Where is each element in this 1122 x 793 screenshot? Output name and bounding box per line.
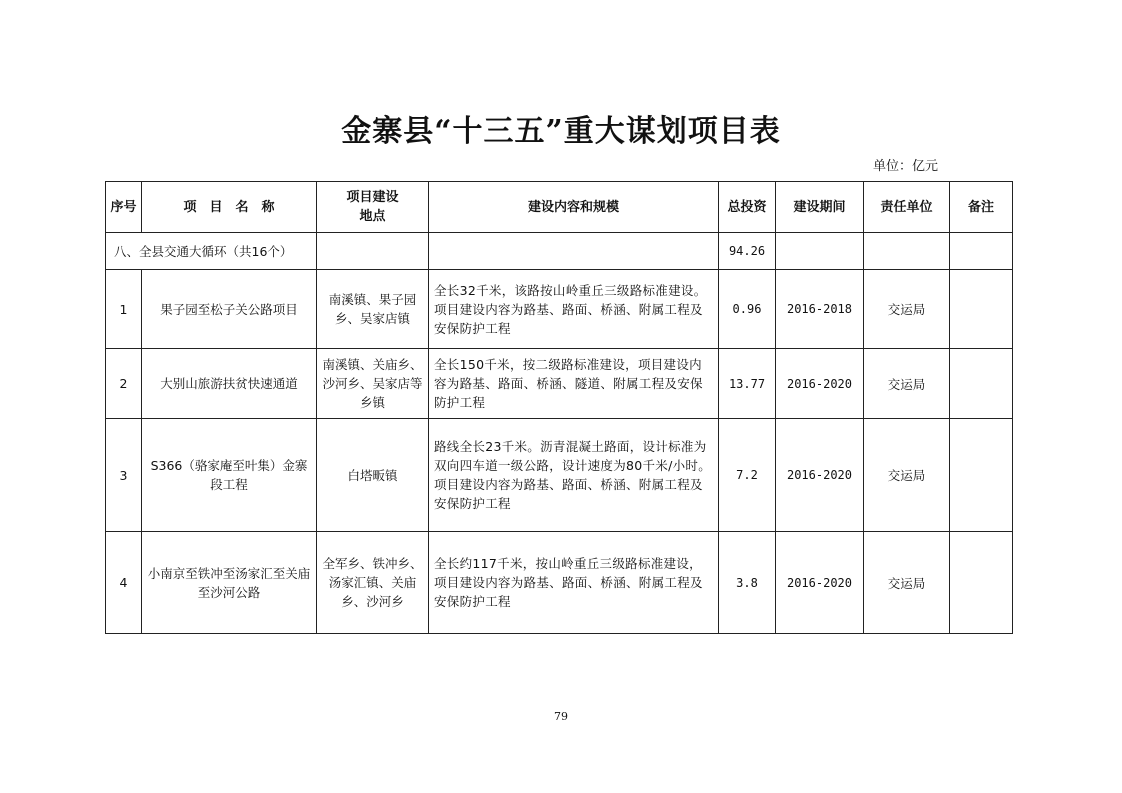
row-location: 白塔畈镇 xyxy=(317,419,429,532)
row-content: 路线全长23千米。沥青混凝土路面，设计标准为双向四车道一级公路，设计速度为80千米/小时。项目建设内容为路基、路面、桥涵、附属工程及安保防护工程 xyxy=(429,419,719,532)
row-content: 全长32千米，该路按山岭重丘三级路标准建设。项目建设内容为路基、路面、桥涵、附属工程及安保防护工程 xyxy=(429,270,719,349)
row-remarks xyxy=(950,419,1013,532)
header-seq: 序号 xyxy=(106,182,142,233)
table-row xyxy=(106,270,1013,349)
row-seq: 2 xyxy=(106,349,142,419)
row-investment: 13.77 xyxy=(719,349,776,419)
table-row xyxy=(106,349,1013,419)
row-content: 全长约117千米，按山岭重丘三级路标准建设，项目建设内容为路基、路面、桥涵、附属工程及安保防护工程 xyxy=(429,532,719,634)
table-row xyxy=(106,419,1013,532)
header-location-line2: 地点 xyxy=(359,209,386,224)
row-unit: 交运局 xyxy=(864,532,950,634)
header-period: 建设期间 xyxy=(776,182,864,233)
row-period: 2016-2018 xyxy=(776,270,864,349)
section-row xyxy=(106,233,1013,270)
row-name: 果子园至松子关公路项目 xyxy=(142,270,317,349)
projects-table xyxy=(105,181,1013,634)
row-remarks xyxy=(950,532,1013,634)
section-empty-location xyxy=(317,233,429,270)
header-location-line1: 项目建设 xyxy=(346,190,399,205)
header-unit: 责任单位 xyxy=(864,182,950,233)
row-remarks xyxy=(950,349,1013,419)
row-location: 全军乡、铁冲乡、汤家汇镇、关庙乡、沙河乡 xyxy=(317,532,429,634)
row-name: 大别山旅游扶贫快速通道 xyxy=(142,349,317,419)
section-empty-content xyxy=(429,233,719,270)
page-title: 金寨县“十三五”重大谋划项目表 xyxy=(341,114,781,149)
row-period: 2016-2020 xyxy=(776,349,864,419)
row-location: 南溪镇、关庙乡、沙河乡、吴家店等乡镇 xyxy=(317,349,429,419)
header-content: 建设内容和规模 xyxy=(429,182,719,233)
row-seq: 3 xyxy=(106,419,142,532)
section-investment: 94.26 xyxy=(719,233,776,270)
section-empty-remarks xyxy=(950,233,1013,270)
page-number: 79 xyxy=(554,710,568,723)
row-seq: 1 xyxy=(106,270,142,349)
section-empty-unit xyxy=(864,233,950,270)
header-investment: 总投资 xyxy=(719,182,776,233)
table-row xyxy=(106,532,1013,634)
header-remarks: 备注 xyxy=(950,182,1013,233)
row-content: 全长150千米，按二级路标准建设，项目建设内容为路基、路面、桥涵、隧道、附属工程及安保防护工程 xyxy=(429,349,719,419)
row-investment: 3.8 xyxy=(719,532,776,634)
row-location: 南溪镇、果子园乡、吴家店镇 xyxy=(317,270,429,349)
header-row xyxy=(106,182,1013,233)
row-unit: 交运局 xyxy=(864,349,950,419)
row-investment: 0.96 xyxy=(719,270,776,349)
header-location xyxy=(317,182,429,233)
row-period: 2016-2020 xyxy=(776,532,864,634)
row-unit: 交运局 xyxy=(864,419,950,532)
header-name: 项 目 名 称 xyxy=(142,182,317,233)
row-seq: 4 xyxy=(106,532,142,634)
row-name: 小南京至铁冲至汤家汇至关庙至沙河公路 xyxy=(142,532,317,634)
section-label: 八、全县交通大循环（共16个） xyxy=(106,233,317,270)
row-name: S366（骆家庵至叶集）金寨段工程 xyxy=(142,419,317,532)
row-investment: 7.2 xyxy=(719,419,776,532)
row-remarks xyxy=(950,270,1013,349)
unit-label: 单位：亿元 xyxy=(873,159,939,174)
row-period: 2016-2020 xyxy=(776,419,864,532)
row-unit: 交运局 xyxy=(864,270,950,349)
section-empty-period xyxy=(776,233,864,270)
